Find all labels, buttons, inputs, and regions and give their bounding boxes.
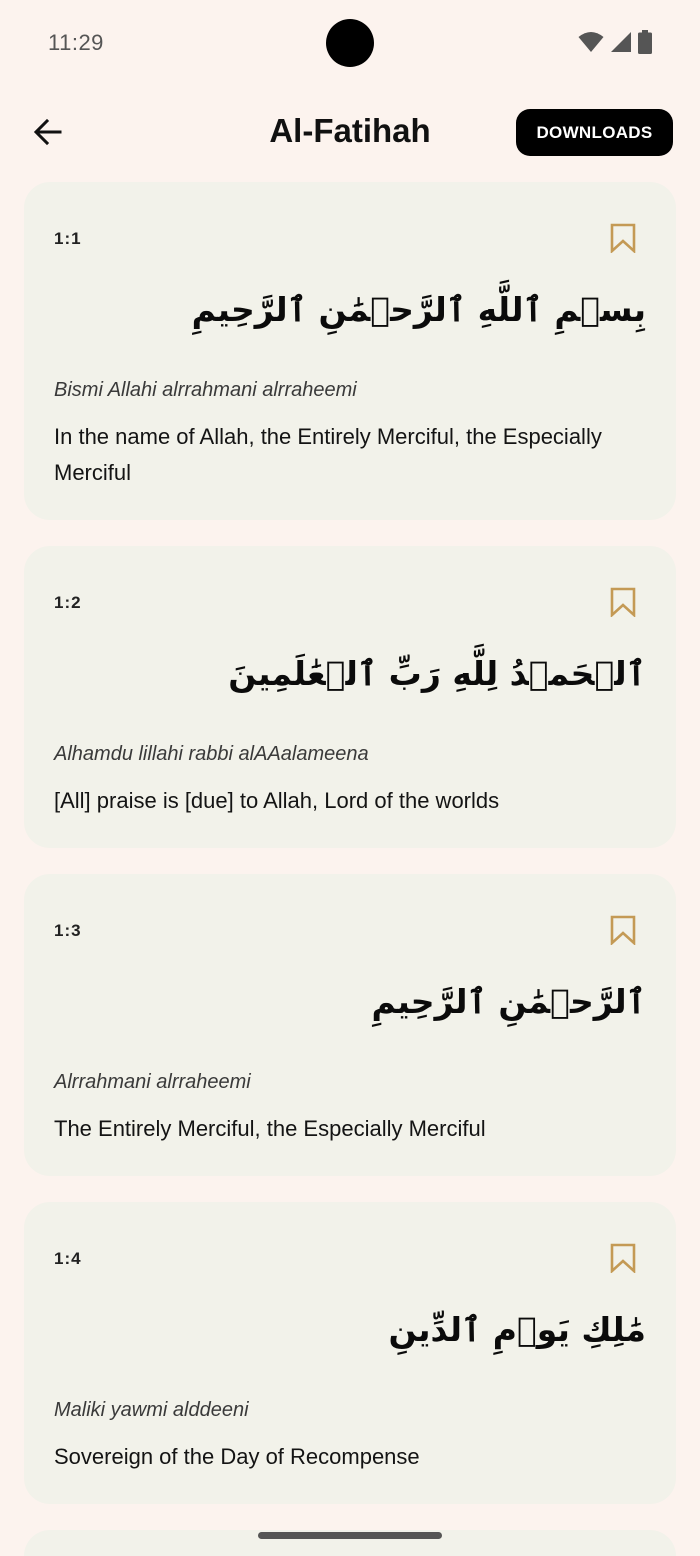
transliteration: Bismi Allahi alrrahmani alrraheemi bbox=[54, 379, 357, 401]
status-icons bbox=[578, 30, 652, 54]
verse-list[interactable] bbox=[24, 182, 676, 1556]
arabic-text: ٱلۡحَمۡدُ لِلَّهِ رَبِّ ٱلۡعَٰلَمِينَ bbox=[228, 654, 646, 693]
translation: In the name of Allah, the Entirely Merciful, the Especially Merciful bbox=[54, 424, 602, 485]
status-time: 11:29 bbox=[48, 30, 104, 55]
transliteration: Alhamdu lillahi rabbi alAAalameena bbox=[54, 743, 369, 765]
status-bar bbox=[0, 0, 700, 86]
verse-card bbox=[24, 546, 676, 848]
bookmark-button[interactable] bbox=[607, 586, 639, 618]
back-button[interactable] bbox=[24, 108, 72, 156]
bookmark-icon bbox=[610, 1243, 636, 1273]
verse-number: 1:2 bbox=[54, 593, 82, 612]
translation: The Entirely Merciful, the Especially Merciful bbox=[54, 1116, 486, 1141]
verse-number: 1:3 bbox=[54, 921, 82, 940]
bookmark-button[interactable] bbox=[607, 914, 639, 946]
bookmark-icon bbox=[610, 587, 636, 617]
bookmark-icon bbox=[610, 223, 636, 253]
verse-number: 1:1 bbox=[54, 229, 82, 248]
bookmark-icon bbox=[610, 915, 636, 945]
app-bar bbox=[0, 86, 700, 180]
page-title: Al-Fatihah bbox=[269, 112, 431, 149]
verse-number: 1:4 bbox=[54, 1249, 82, 1268]
bookmark-button[interactable] bbox=[607, 1242, 639, 1274]
arabic-text: ٱلرَّحۡمَٰنِ ٱلرَّحِيمِ bbox=[371, 982, 646, 1021]
verse-card bbox=[24, 874, 676, 1176]
arabic-text: بِسۡمِ ٱللَّهِ ٱلرَّحۡمَٰنِ ٱلرَّحِيمِ bbox=[191, 290, 646, 329]
arrow-left-icon bbox=[33, 117, 63, 147]
arabic-text: مَٰلِكِ يَوۡمِ ٱلدِّينِ bbox=[388, 1310, 646, 1349]
downloads-button[interactable]: DOWNLOADS bbox=[516, 109, 673, 156]
wifi-icon bbox=[578, 31, 604, 53]
transliteration: Alrrahmani alrraheemi bbox=[54, 1071, 251, 1093]
translation: [All] praise is [due] to Allah, Lord of the worlds bbox=[54, 788, 500, 813]
home-indicator[interactable] bbox=[258, 1532, 442, 1539]
verse-card bbox=[24, 1202, 676, 1504]
transliteration: Maliki yawmi alddeeni bbox=[54, 1399, 249, 1421]
bookmark-button[interactable] bbox=[607, 222, 639, 254]
battery-icon bbox=[638, 30, 652, 54]
verse-card bbox=[24, 182, 676, 520]
signal-icon bbox=[610, 31, 632, 53]
translation: Sovereign of the Day of Recompense bbox=[54, 1444, 420, 1469]
camera-cutout bbox=[326, 19, 374, 67]
